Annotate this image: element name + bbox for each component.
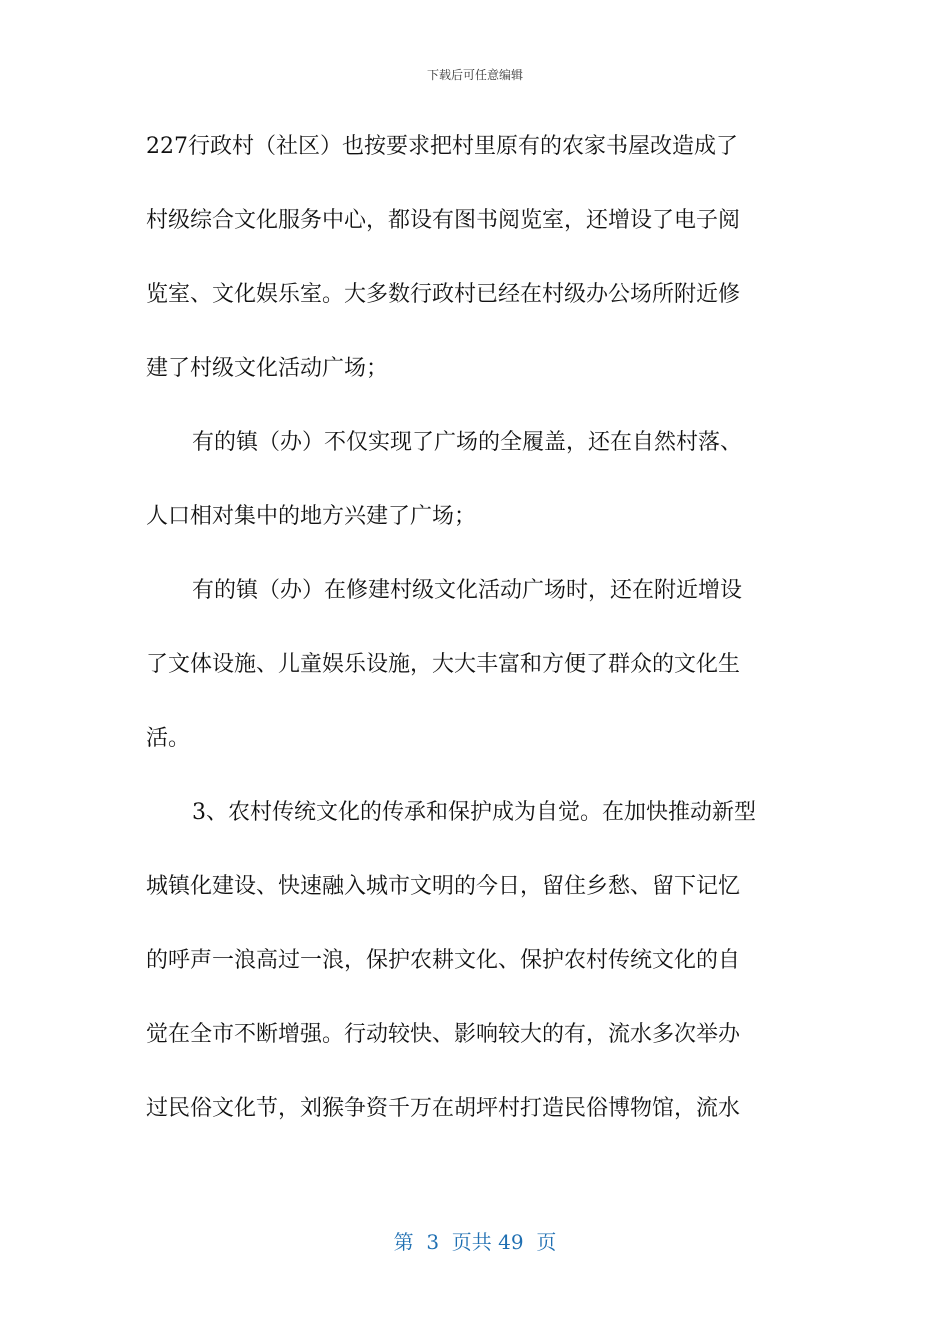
text-line: 过民俗文化节，刘猴争资千万在胡坪村打造民俗博物馆，流水 bbox=[146, 1096, 741, 1121]
text-line: 的呼声一浪高过一浪，保护农耕文化、保护农村传统文化的自 bbox=[146, 948, 741, 973]
text-line: 227行政村（社区）也按要求把村里原有的农家书屋改造成了 bbox=[146, 134, 738, 159]
text-line: 览室、文化娱乐室。大多数行政村已经在村级办公场所附近修 bbox=[146, 282, 741, 307]
body-text bbox=[146, 110, 806, 1146]
text-line: 村级综合文化服务中心，都设有图书阅览室，还增设了电子阅 bbox=[146, 208, 741, 233]
text-line: 了文体设施、儿童娱乐设施，大大丰富和方便了群众的文化生 bbox=[146, 652, 741, 677]
text-line: 人口相对集中的地方兴建了广场； bbox=[146, 504, 477, 529]
text-line: 有的镇（办）在修建村级文化活动广场时，还在附近增设 bbox=[192, 578, 743, 603]
text-line: 觉在全市不断增强。行动较快、影响较大的有，流水多次举办 bbox=[146, 1022, 741, 1047]
text-line: 有的镇（办）不仅实现了广场的全履盖，还在自然村落、 bbox=[192, 430, 743, 455]
page-header: 下载后可任意编辑 bbox=[426, 68, 523, 82]
text-line: 活。 bbox=[146, 726, 191, 751]
text-line: 3、农村传统文化的传承和保护成为自觉。在加快推动新型 bbox=[192, 800, 756, 825]
text-line: 建了村级文化活动广场； bbox=[146, 356, 389, 381]
page-footer: 第 3 页共 49 页 bbox=[393, 1230, 557, 1254]
text-line: 城镇化建设、快速融入城市文明的今日，留住乡愁、留下记忆 bbox=[146, 874, 741, 899]
